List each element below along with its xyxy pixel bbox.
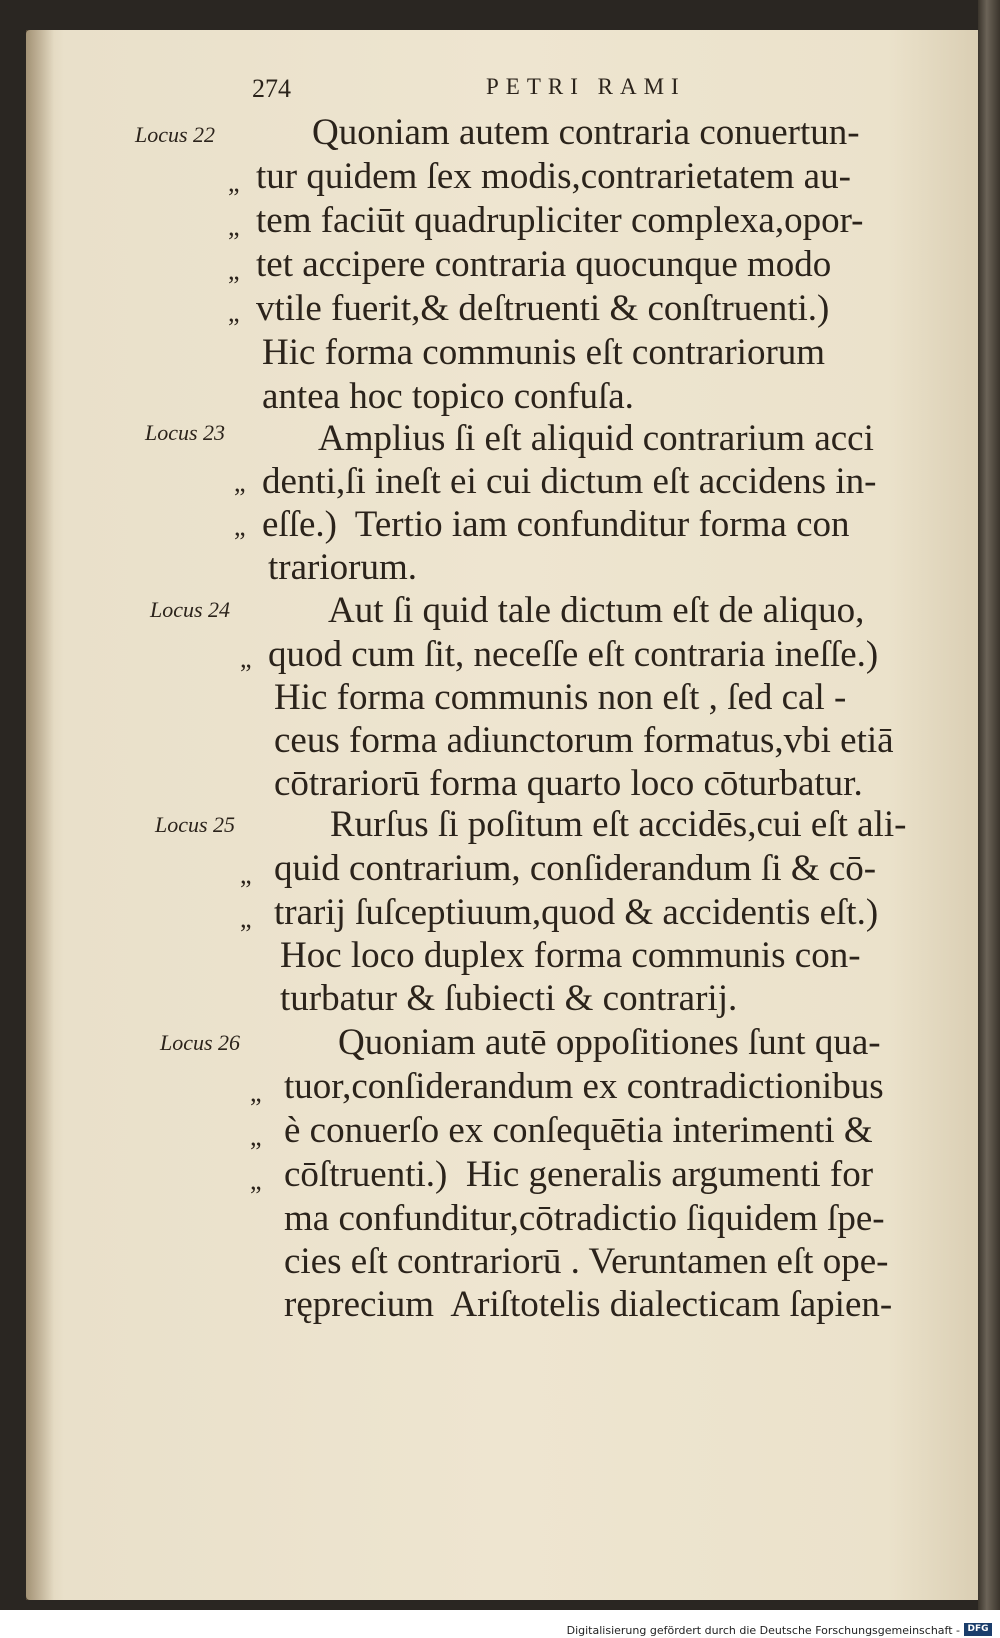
text-line: tet accipere contraria quocunque modo	[256, 244, 832, 285]
text-line: ceus forma adiunctorum formatus,vbi etiā	[274, 720, 894, 761]
margin-label-locus-26: Locus 26	[160, 1030, 241, 1055]
text-line: Amplius ſi eſt aliquid contrarium acci	[318, 418, 874, 459]
citation-mark: „	[250, 1122, 262, 1151]
text-line: Hic forma communis eſt contrariorum	[262, 332, 826, 373]
text-line: Quoniam autē oppoſitiones ſunt qua-	[338, 1022, 881, 1063]
text-line: cōtrariorū forma quarto loco cōturbatur.	[274, 763, 863, 804]
text-line: denti,ſi ineſt ei cui dictum eſt accidens in-	[262, 461, 877, 502]
text-line: Rurſus ſi poſitum eſt accidēs,cui eſt ali-	[330, 804, 907, 845]
text-line: tur quidem ſex modis,contrarietatem au-	[256, 156, 851, 197]
text-line: Hic forma communis non eſt , ſed cal -	[274, 677, 847, 718]
text-line: ręprecium Ariſtotelis dialecticam ſapien-	[284, 1284, 893, 1325]
margin-label-locus-24: Locus 24	[150, 597, 231, 622]
margin-label-locus-25: Locus 25	[155, 812, 236, 837]
text-line: Aut ſi quid tale dictum eſt de aliquo,	[328, 590, 865, 631]
text-line: trarij ſuſceptiuum,quod & accidentis eſt.)	[274, 892, 879, 933]
running-title: PETRI RAMI	[486, 74, 686, 99]
citation-mark: „	[240, 860, 252, 889]
citation-mark: „	[234, 468, 246, 497]
digitization-credit: Digitalisierung gefördert durch die Deutsche Forschungsgemeinschaft -	[566, 1624, 960, 1637]
text-line: eſſe.) Tertio iam confunditur forma con	[262, 504, 850, 545]
text-line: trariorum.	[268, 547, 417, 588]
margin-label-locus-23: Locus 23	[145, 420, 226, 445]
text-line: vtile fuerit,& deſtruenti & conſtruenti.)	[256, 288, 830, 329]
dfg-logo: DFG	[964, 1623, 992, 1636]
text-line: cies eſt contrariorū . Veruntamen eſt ope-	[284, 1241, 889, 1282]
citation-mark: „	[250, 1078, 262, 1107]
spine-shadow	[26, 30, 54, 1600]
text-line: cōſtruenti.) Hic generalis argumenti for	[284, 1154, 874, 1195]
text-line: quod cum ſit, neceſſe eſt contraria ineſſe.)	[268, 634, 879, 675]
citation-mark: „	[250, 1166, 262, 1195]
citation-mark: „	[228, 168, 240, 197]
citation-mark: „	[228, 298, 240, 327]
text-line: tuor,conſiderandum ex contradictionibus	[284, 1066, 884, 1107]
page-number: 274	[252, 74, 291, 103]
text-line: antea hoc topico confuſa.	[262, 376, 634, 417]
text-line: Hoc loco duplex forma communis con-	[280, 935, 861, 976]
citation-mark: „	[234, 512, 246, 541]
margin-label-locus-22: Locus 22	[135, 122, 216, 147]
citation-mark: „	[240, 904, 252, 933]
text-line: è conuerſo ex conſequētia interimenti &	[284, 1110, 873, 1151]
text-line: Quoniam autem contraria conuertun-	[312, 112, 860, 153]
citation-mark: „	[240, 644, 252, 673]
page-edge	[978, 0, 1000, 1610]
text-line: tem faciūt quadrupliciter complexa,opor-	[256, 200, 864, 241]
citation-mark: „	[228, 256, 240, 285]
text-line: turbatur & ſubiecti & contrarij.	[280, 978, 738, 1019]
text-line: quid contrarium, conſiderandum ſi & cō-	[274, 848, 877, 889]
citation-mark: „	[228, 212, 240, 241]
text-line: ma confunditur,cōtradictio ſiquidem ſpe-	[284, 1198, 885, 1239]
